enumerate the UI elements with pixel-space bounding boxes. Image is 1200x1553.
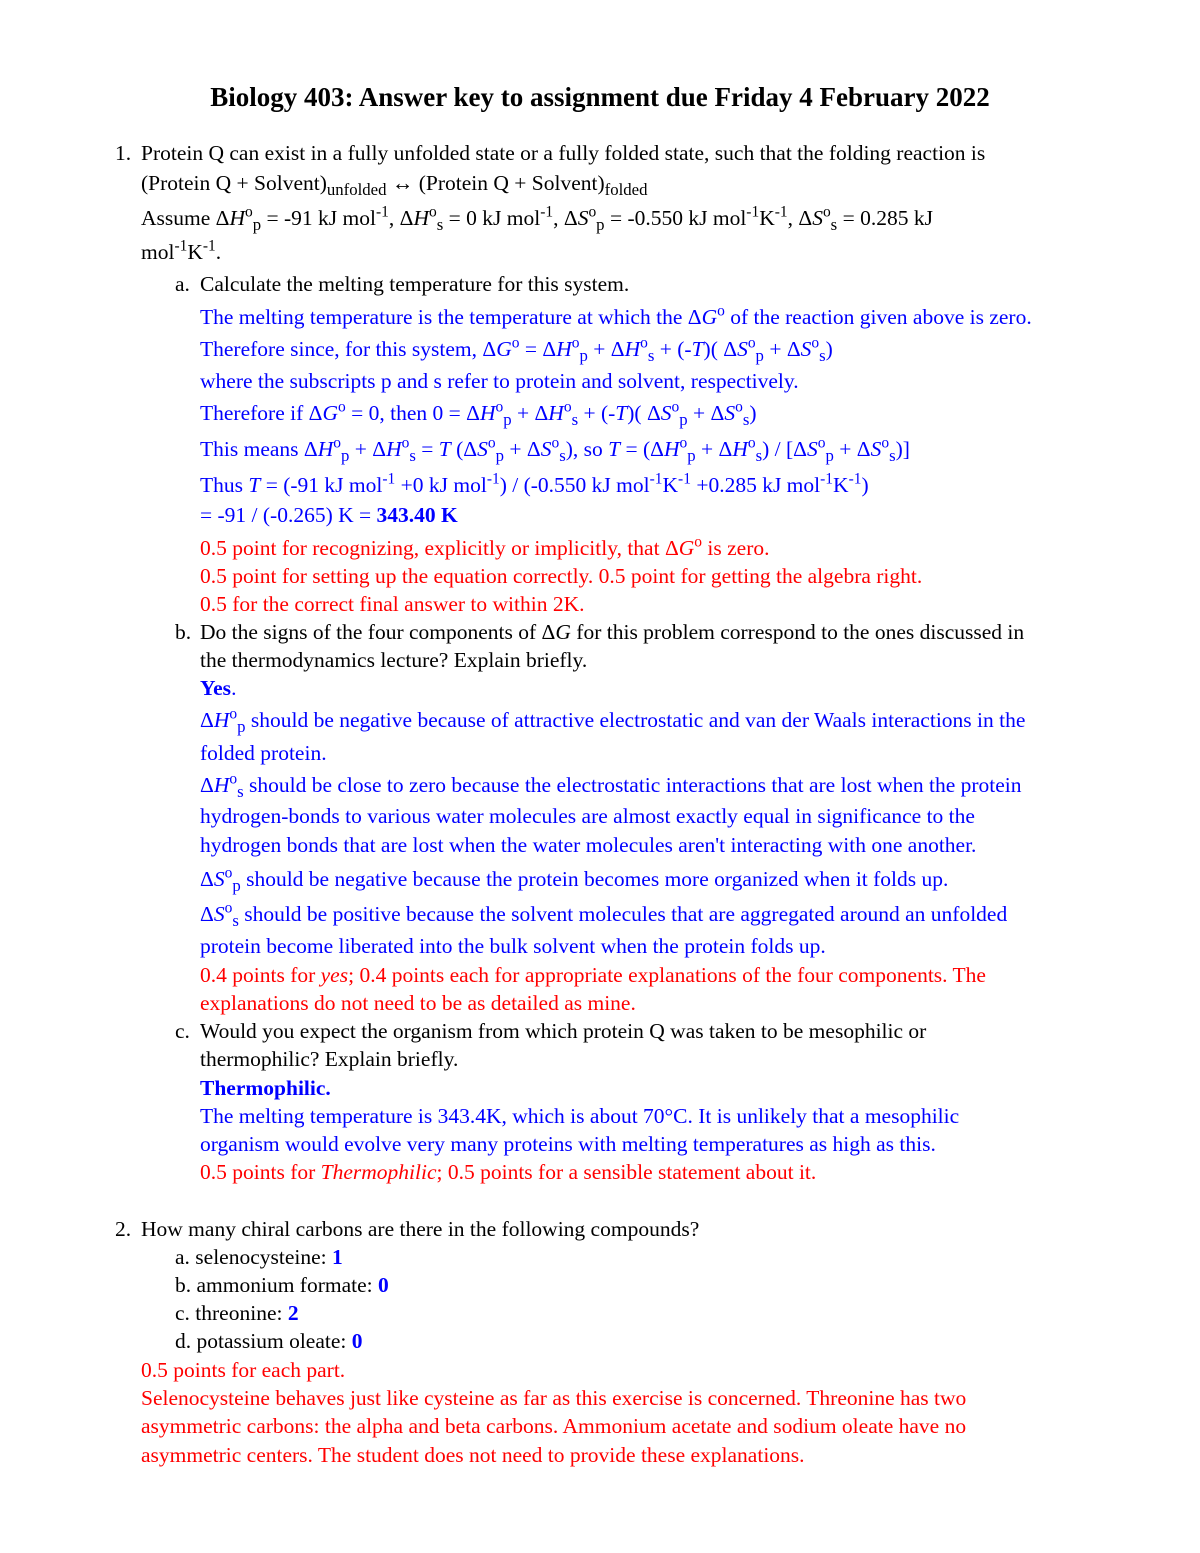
melting-temperature-value: 343.40 K (376, 503, 458, 527)
question-2-note: asymmetric centers. The student does not need to provide these explanations. (141, 1443, 805, 1467)
part-a-answer-line: where the subscripts p and s refer to protein and solvent, respectively. (200, 369, 799, 393)
part-b-grading: 0.4 points for yes; 0.4 points each for appropriate explanations of the four components. The (200, 963, 986, 987)
compound-answer: 0 (378, 1273, 389, 1297)
part-b-explanation: $\Delta S^o_p$ should be negative because the protein becomes more organized when it folds up. (200, 864, 949, 896)
part-a-answer-line: Therefore since, for this system, $\Delta G^o = \Delta H^o_p + \Delta H^o_s + (-T)$( $\Delta S^o_p + \Delta S^o_s$) (200, 334, 833, 366)
part-c-grading: 0.5 points for Thermophilic; 0.5 points for a sensible statement about it. (200, 1160, 817, 1184)
part-a-answer-line: Therefore if $\Delta G^o = 0$, then $0 = \Delta H^o_p + \Delta H^o_s + (-T)$( $\Delta S^o_p + \Delta S^o_s$) (200, 398, 757, 430)
part-c-question: Would you expect the organism from which protein Q was taken to be mesophilic or (200, 1019, 927, 1043)
question-2-note: asymmetric carbons: the alpha and beta carbons. Ammonium acetate and sodium oleate have no (141, 1414, 967, 1438)
part-c-label: c. (175, 1019, 190, 1043)
compound-answer: 1 (332, 1245, 343, 1269)
part-b-answer: Yes. (200, 676, 237, 700)
part-b-explanation: hydrogen-bonds to various water molecules are almost exactly equal in significance to the (200, 804, 975, 828)
part-a-answer-line: The melting temperature is the temperature at which the $\Delta G^o$ of the reaction given above is zero. (200, 302, 1032, 329)
question-2-text: How many chiral carbons are there in the following compounds? (141, 1217, 700, 1241)
part-c-question-cont: thermophilic? Explain briefly. (200, 1047, 459, 1071)
question-2-note: Selenocysteine behaves just like cysteine as far as this exercise is concerned. Threonine has two (141, 1386, 967, 1410)
part-b-explanation: folded protein. (200, 741, 327, 765)
part-b-grading: explanations do not need to be as detailed as mine. (200, 991, 636, 1015)
page-title: Biology 403: Answer key to assignment due Friday 4 February 2022 (210, 82, 990, 112)
part-a-grading: 0.5 for the correct final answer to within 2K. (200, 592, 585, 616)
question-1-number: 1. (115, 141, 132, 165)
part-a-label: a. (175, 272, 190, 296)
compound-answer: 2 (287, 1301, 299, 1325)
part-c-explanation: organism would evolve very many proteins with melting temperatures as high as this. (200, 1132, 936, 1156)
question-1-assumptions-cont: $mol^{-1}K^{-1}$. (141, 237, 222, 264)
part-c-explanation: The melting temperature is 343.4K, which is about 70°C. It is unlikely that a mesophilic (200, 1104, 960, 1128)
part-b-question-cont: the thermodynamics lecture? Explain briefly. (200, 648, 588, 672)
question-2-grading: 0.5 points for each part. (141, 1358, 346, 1382)
part-a-grading: 0.5 point for recognizing, explicitly or implicitly, that $\Delta G^o$ is zero. (200, 533, 770, 560)
part-a-answer-line: Thus T = (-91 kJ mol$^{-1}$ +0 kJ mol$^{-1}$) / (-0.550 kJ $mol^{-1}K^{-1} +0.285$ kJ $mol^{-1}K^{-1}$) (200, 470, 869, 497)
compound-answer: 0 (351, 1329, 363, 1353)
part-b-explanation: $\Delta H^o_s$ should be close to zero because the electrostatic interactions that are lost when the protein (200, 770, 1022, 802)
part-a-answer-line: This means $\Delta H^o_p + \Delta H^o_s = T$ $(\Delta S^o_p + \Delta S^o_s)$, so $T = (\Delta H^o_p + \Delta H^o_s) / [\Delta S^o_p + \Delta S^o_s)$] (200, 434, 910, 466)
part-b-explanation: hydrogen bonds that are lost when the water molecules aren't interacting with one another. (200, 833, 977, 857)
part-b-label: b. (175, 620, 192, 644)
question-1-assumptions: Assume $\Delta H^o_p = -91$ kJ mol$^{-1}$, $\Delta H^o_s = 0$ kJ mol$^{-1}$, $\Delta S^o_p = -0.550$ kJ $mol^{-1}K^{-1}$, $\Delta S^o_s = 0.285$ kJ (141, 203, 933, 235)
part-a-grading: 0.5 point for setting up the equation correctly. 0.5 point for getting the algebra right. (200, 564, 923, 588)
compound-item: b. ammonium formate: 0 (175, 1273, 389, 1297)
part-b-explanation: $\Delta H^o_p$ should be negative because of attractive electrostatic and van der Waals interactions in the (200, 705, 1026, 737)
part-b-explanation: $\Delta S^o_s$ should be positive because the solvent molecules that are aggregated around an unfolded (200, 899, 1008, 931)
question-1-intro: Protein Q can exist in a fully unfolded state or a fully folded state, such that the folding reaction is (141, 141, 986, 165)
part-c-answer: Thermophilic. (200, 1076, 331, 1100)
part-a-question: Calculate the melting temperature for this system. (200, 272, 630, 296)
part-b-question: Do the signs of the four components of ΔG for this problem correspond to the ones discussed in (200, 620, 1025, 644)
compound-item: a. selenocysteine: 1 (175, 1245, 343, 1269)
question-1-reaction: (Protein $Q + Solvent)_{unfolded}$ ↔ (Protein $Q + Solvent)_{folded}$ (141, 171, 648, 200)
compound-item: c. threonine: 2 (175, 1301, 299, 1325)
question-2-number: 2. (115, 1217, 132, 1241)
part-b-explanation: protein become liberated into the bulk solvent when the protein folds up. (200, 934, 826, 958)
compound-item: d. potassium oleate: 0 (175, 1329, 363, 1353)
part-a-answer-result: = -91 / (-0.265) K = 343.40 K (200, 503, 458, 527)
